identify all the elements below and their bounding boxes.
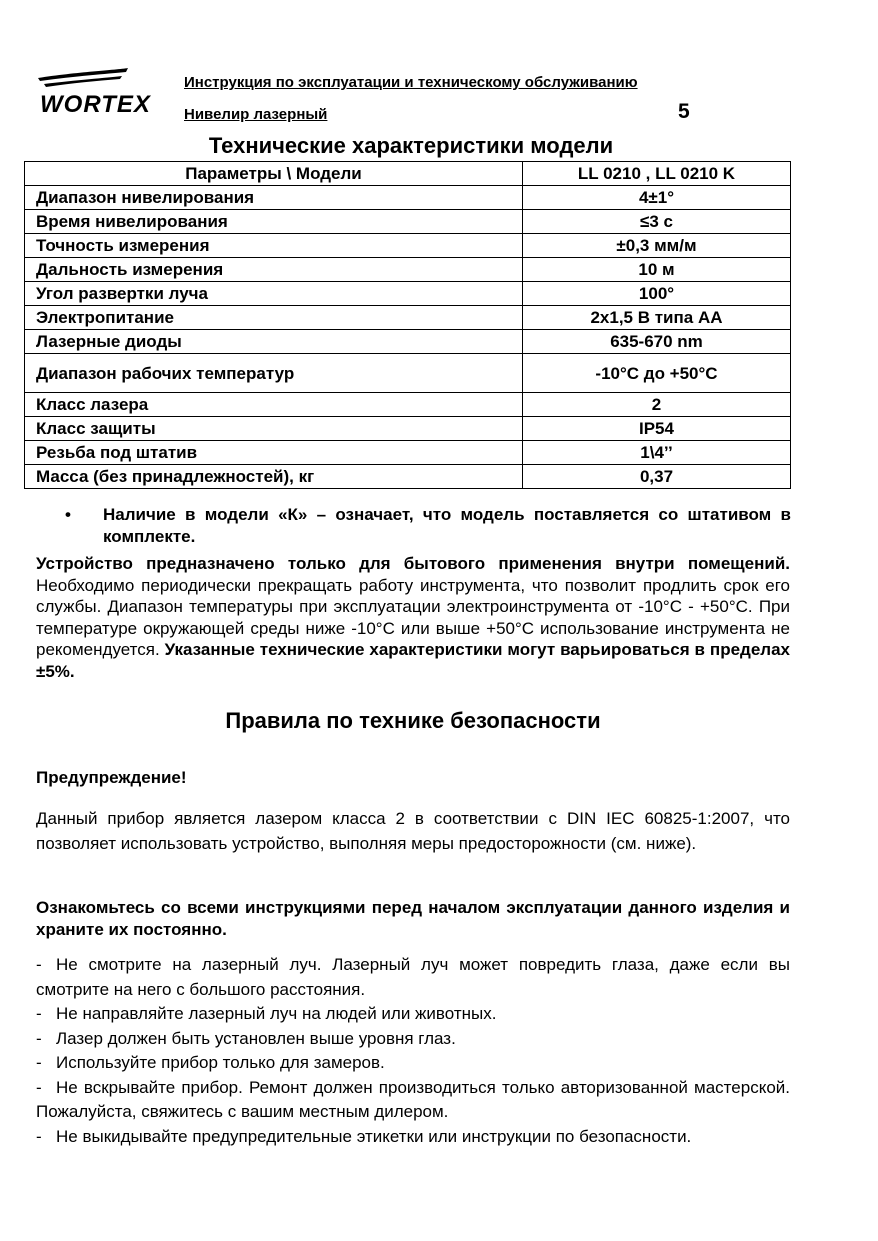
- usage-bold-end: Указанные технические характеристики могут варьироваться в пределах ±5%.: [36, 640, 790, 681]
- value-cell: ≤3 с: [523, 210, 791, 234]
- param-cell: Диапазон нивелирования: [25, 186, 523, 210]
- safety-list: [36, 953, 790, 1149]
- param-cell: Класс лазера: [25, 393, 523, 417]
- param-cell: Дальность измерения: [25, 258, 523, 282]
- param-cell: Лазерные диоды: [25, 330, 523, 354]
- table-row: [25, 393, 791, 417]
- param-cell: Класс защиты: [25, 417, 523, 441]
- dash-marker: -: [36, 1077, 42, 1097]
- value-cell: 4±1°: [523, 186, 791, 210]
- table-row: [25, 441, 791, 465]
- value-cell: 635-670 nm: [523, 330, 791, 354]
- param-cell: Точность измерения: [25, 234, 523, 258]
- header-cell-models: LL 0210 , LL 0210 K: [523, 162, 791, 186]
- param-cell: Угол развертки луча: [25, 282, 523, 306]
- dash-marker: -: [36, 1004, 42, 1023]
- param-cell: Электропитание: [25, 306, 523, 330]
- value-cell: 100°: [523, 282, 791, 306]
- table-row: [25, 306, 791, 330]
- table-row: [25, 330, 791, 354]
- model-k-note-text: Наличие в модели «К» – означает, что модель поставляется со штативом в комплекте.: [103, 505, 791, 546]
- logo-text: WORTEX: [40, 91, 151, 118]
- laser-class-paragraph: Данный прибор является лазером класса 2 в соответствии с DIN IEC 60825-1:2007, что позволяет использовать устройство, выполняя меры предосторожности (см. ниже).: [36, 809, 790, 853]
- table-row: [25, 186, 791, 210]
- dash-marker: -: [36, 1126, 42, 1146]
- read-instructions-notice: Ознакомьтесь со всеми инструкциями перед началом эксплуатации данного изделия и храните их постоянно.: [36, 898, 790, 939]
- param-cell: Резьба под штатив: [25, 441, 523, 465]
- dash-marker: -: [36, 955, 42, 974]
- list-item-text: Лазер должен быть установлен выше уровня глаз.: [56, 1028, 456, 1048]
- spec-title: Технические характеристики модели: [208, 133, 614, 158]
- value-cell: 10 м: [523, 258, 791, 282]
- bullet-icon: •: [65, 505, 71, 524]
- list-item: [36, 1027, 790, 1052]
- table-row: [25, 210, 791, 234]
- list-item: [36, 1125, 790, 1150]
- table-row: [25, 258, 791, 282]
- list-item: [36, 1076, 790, 1125]
- product-name: Нивелир лазерный: [184, 106, 328, 123]
- list-item: [36, 1002, 790, 1027]
- list-item: [36, 1051, 790, 1076]
- dash-marker: -: [36, 1053, 42, 1072]
- dash-marker: -: [36, 1028, 42, 1048]
- warning-heading: Предупреждение!: [36, 768, 187, 787]
- value-cell: -10°С до +50°С: [523, 354, 791, 393]
- table-row: [25, 465, 791, 489]
- list-item-text: Не выкидывайте предупредительные этикетки или инструкции по безопасности.: [56, 1126, 692, 1146]
- value-cell: 1\4’’: [523, 441, 791, 465]
- spec-table: [24, 161, 791, 489]
- param-cell: Диапазон рабочих температур: [25, 354, 523, 393]
- table-row: [25, 417, 791, 441]
- safety-title: Правила по технике безопасности: [225, 708, 601, 733]
- value-cell: ±0,3 мм/м: [523, 234, 791, 258]
- list-item-text: Не смотрите на лазерный луч. Лазерный луч может повредить глаза, даже если вы смотрите на него с большого расстояния.: [36, 955, 790, 999]
- value-cell: 2: [523, 393, 791, 417]
- wortex-logo: [36, 66, 168, 118]
- value-cell: 2х1,5 В типа АА: [523, 306, 791, 330]
- value-cell: IP54: [523, 417, 791, 441]
- table-row: [25, 354, 791, 393]
- usage-bold: Устройство предназначено только для бытового применения внутри помещений.: [36, 554, 790, 573]
- table-header-row: [25, 162, 791, 186]
- usage-text: Необходимо периодически прекращать работу инструмента, что позволит продлить срок его службы. Диапазон температуры при эксплуатации электроинструмента от -10°С - +50°С. При температуре окружающей среды ниже -10°С или выше +50°С использование инструмента не рекомендуется.: [36, 575, 790, 659]
- table-row: [25, 282, 791, 306]
- usage-paragraph: [36, 553, 790, 682]
- manual-title: Инструкция по эксплуатации и техническому обслуживанию: [184, 74, 638, 91]
- page-number: 5: [678, 100, 690, 123]
- list-item-text: Не вскрывайте прибор. Ремонт должен производиться только авторизованной мастерской. Пожалуйста, свяжитесь с вашим местным дилером.: [36, 1077, 790, 1121]
- value-cell: 0,37: [523, 465, 791, 489]
- model-k-note: [65, 504, 791, 548]
- param-cell: Время нивелирования: [25, 210, 523, 234]
- header-cell-params: Параметры \ Модели: [25, 162, 523, 186]
- table-row: [25, 234, 791, 258]
- param-cell: Масса (без принадлежностей), кг: [25, 465, 523, 489]
- list-item-text: Не направляйте лазерный луч на людей или животных.: [56, 1004, 497, 1023]
- list-item-text: Используйте прибор только для замеров.: [56, 1053, 385, 1072]
- list-item: [36, 953, 790, 1002]
